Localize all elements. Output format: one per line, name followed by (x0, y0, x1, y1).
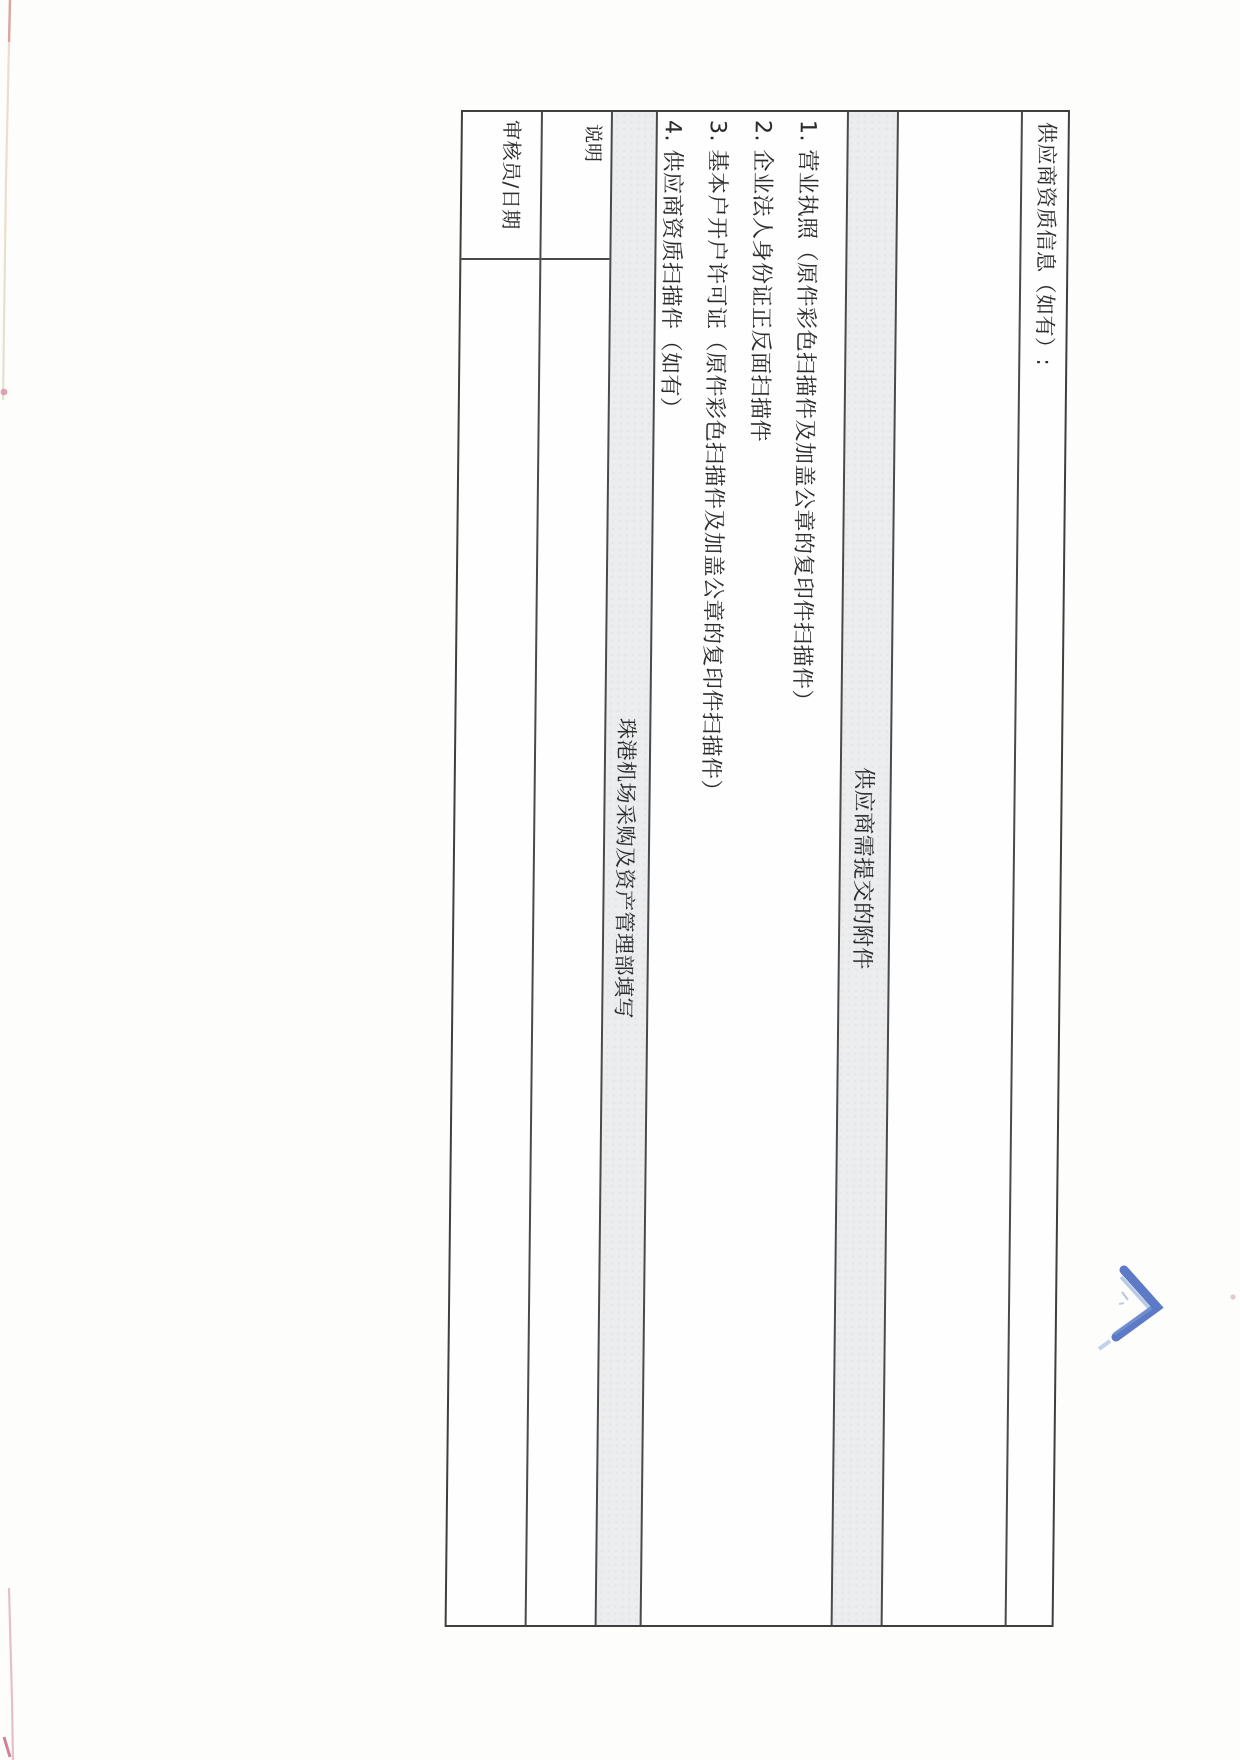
notes-label-cell (541, 112, 611, 260)
attachments-list-row (642, 112, 849, 1625)
attachment-item: 2. 企业法人身份证正反面扫描件 (746, 120, 775, 442)
scan-speck (1230, 1294, 1235, 1299)
supplier-form-table (445, 110, 1070, 1627)
notes-label: 说明 (581, 124, 604, 163)
attachments-header-label: 供应商需提交的附件 (849, 767, 877, 970)
reviewer-date-label-cell (461, 112, 541, 260)
scan-edge-red-mark-bottom (4, 1737, 10, 1757)
blue-checkmark (1099, 1270, 1157, 1349)
qualification-info-label: 供应商资质信息（如有）: (1032, 122, 1059, 367)
reviewer-date-content-cell (447, 260, 540, 1625)
reviewer-date-row (447, 112, 543, 1625)
qualification-fill-area (883, 112, 1023, 1625)
attachment-item: 1. 营业执照（原件彩色扫描件及加盖公章的复印件扫描件） (788, 120, 820, 712)
scan-pink-dot (1, 389, 8, 396)
attachment-item: 3. 基本户开户许可证（原件彩色扫描件及加盖公章的复印件扫描件） (697, 120, 730, 802)
scan-fold-line-bottom (9, 1588, 13, 1760)
scan-edge-red-mark (9, 0, 10, 42)
attachment-item: 4. 供应商资质扫描件（如有） (656, 120, 685, 420)
reviewer-date-label: 审核员/日期 (498, 120, 524, 230)
scan-fold-line (3, 0, 10, 400)
department-header-label: 珠港机场采购及资产管理部填写 (611, 718, 639, 1019)
